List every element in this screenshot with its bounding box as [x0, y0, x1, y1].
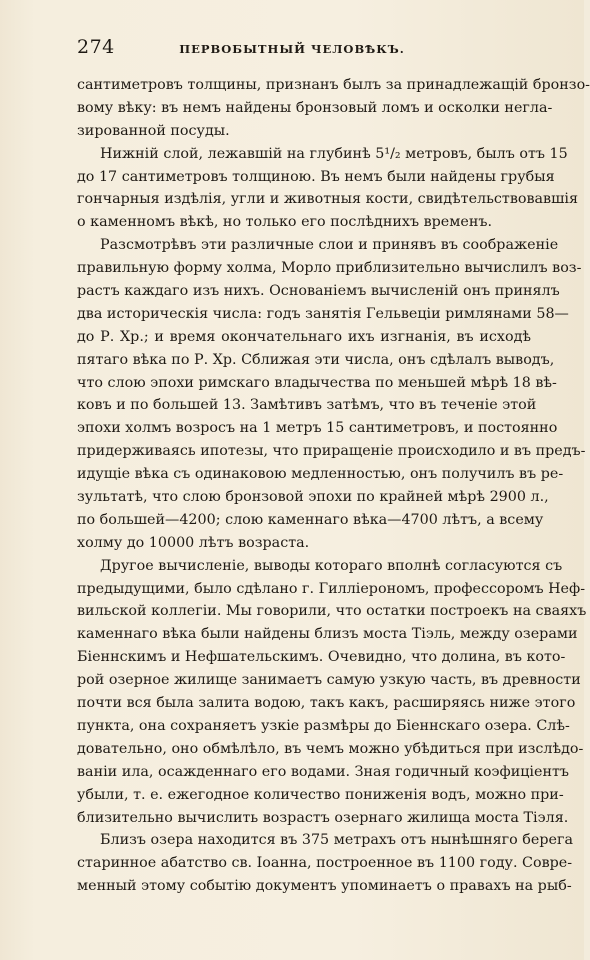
text-line: ваніи ила, осажденнаго его водами. Зная годичный коэфиціентъ — [77, 763, 569, 780]
text-line: убыли, т. е. ежегодное количество пониженія водъ, можно при- — [77, 786, 564, 803]
text-line: холму до 10000 лѣтъ возраста. — [77, 534, 310, 551]
text-line: гончарныя издѣлія, угли и животныя кости, свидѣтельствовавшія — [77, 191, 578, 208]
text-line: рой озерное жилище занимаетъ самую узкую часть, въ древности — [77, 672, 581, 689]
text-line: Біеннскимъ и Нефшательскимъ. Очевидно, что долина, въ кото- — [77, 649, 566, 666]
text-line: до 17 сантиметровъ толщиною. Въ немъ были найдены грубыя — [77, 168, 555, 185]
text-line: что слою эпохи римскаго владычества по меньшей мѣрѣ 18 вѣ- — [77, 374, 557, 391]
text-line: растъ каждаго изъ нихъ. Основаніемъ вычисленій онъ принялъ — [77, 283, 560, 300]
text-line: довательно, оно обмѣлѣло, въ чемъ можно убѣдиться при изслѣдо- — [77, 740, 584, 757]
text-line: сантиметровъ толщины, признанъ былъ за принадлежащій бронзо- — [77, 77, 590, 93]
text-line: Нижній слой, лежавшій на глубинѣ 5¹/₂ метровъ, былъ отъ 15 — [100, 145, 568, 162]
text-line: менный этому событію документъ упоминаетъ о правахъ на рыб- — [77, 878, 572, 895]
text-line: до Р. Хр.; и время окончательнаго ихъ изгнанія, въ исходѣ — [77, 328, 531, 345]
text-line: пункта, она сохраняетъ узкіе размѣры до Біеннскаго озера. Слѣ- — [77, 717, 570, 734]
text-line: старинное абатство св. Іоанна, построенное въ 1100 году. Совре- — [77, 855, 573, 872]
text-line: вому вѣку: въ немъ найдены бронзовый ломъ и осколки негла- — [77, 99, 553, 116]
text-line: зированной посуды. — [77, 122, 230, 139]
text-line: зультатѣ, что слою бронзовой эпохи по крайней мѣрѣ 2900 л., — [77, 489, 549, 506]
text-line: ковъ и по большей 13. Замѣтивъ затѣмъ, что въ теченіе этой — [77, 397, 537, 414]
text-line: по большей—4200; слою каменнаго вѣка—4700 лѣтъ, а всему — [77, 511, 544, 528]
text-line: о каменномъ вѣкѣ, но только его послѣднихъ временъ. — [77, 214, 493, 231]
text-line: Разсмотрѣвъ эти различные слои и принявъ въ соображеніе — [100, 237, 559, 254]
text-line: предыдущими, было сдѣлано г. Гилліерономъ, профессоромъ Неф- — [77, 580, 586, 597]
running-head: ПЕРВОБЫТНЫЙ ЧЕЛОВѢКЪ. — [179, 42, 405, 56]
text-line: пятаго вѣка по Р. Хр. Сближая эти числа, онъ сдѣлалъ выводъ, — [77, 351, 555, 368]
text-line: придерживаясь ипотезы, что приращеніе происходило и въ предъ- — [77, 443, 586, 460]
text-line: два историческія числа: годъ занятія Гельвеціи римлянами 58— — [77, 305, 569, 322]
text-line: правильную форму холма, Морло приблизительно вычислилъ воз- — [77, 260, 582, 277]
text-line: эпохи холмъ возросъ на 1 метръ 15 сантиметровъ, и постоянно — [77, 420, 558, 437]
text-line: почти вся была залита водою, такъ какъ, расширяясь ниже этого — [77, 695, 576, 712]
body-text — [77, 74, 590, 898]
text-line: вильской коллегіи. Мы говорили, что остатки построекъ на сваяхъ — [77, 603, 587, 620]
text-line: идущіе вѣка съ одинаковою медленностью, онъ получилъ въ ре- — [77, 466, 564, 483]
text-line: каменнаго вѣка были найдены близъ моста Тіэль, между озерами — [77, 626, 578, 643]
page-number: 274 — [77, 36, 115, 58]
text-line: близительно вычислить возрастъ озернаго жилища моста Тіэля. — [77, 809, 569, 826]
text-line: Другое вычисленіе, выводы котораго вполнѣ согласуются съ — [100, 557, 563, 574]
text-line: Близъ озера находится въ 375 метрахъ отъ нынѣшняго берега — [100, 832, 573, 849]
